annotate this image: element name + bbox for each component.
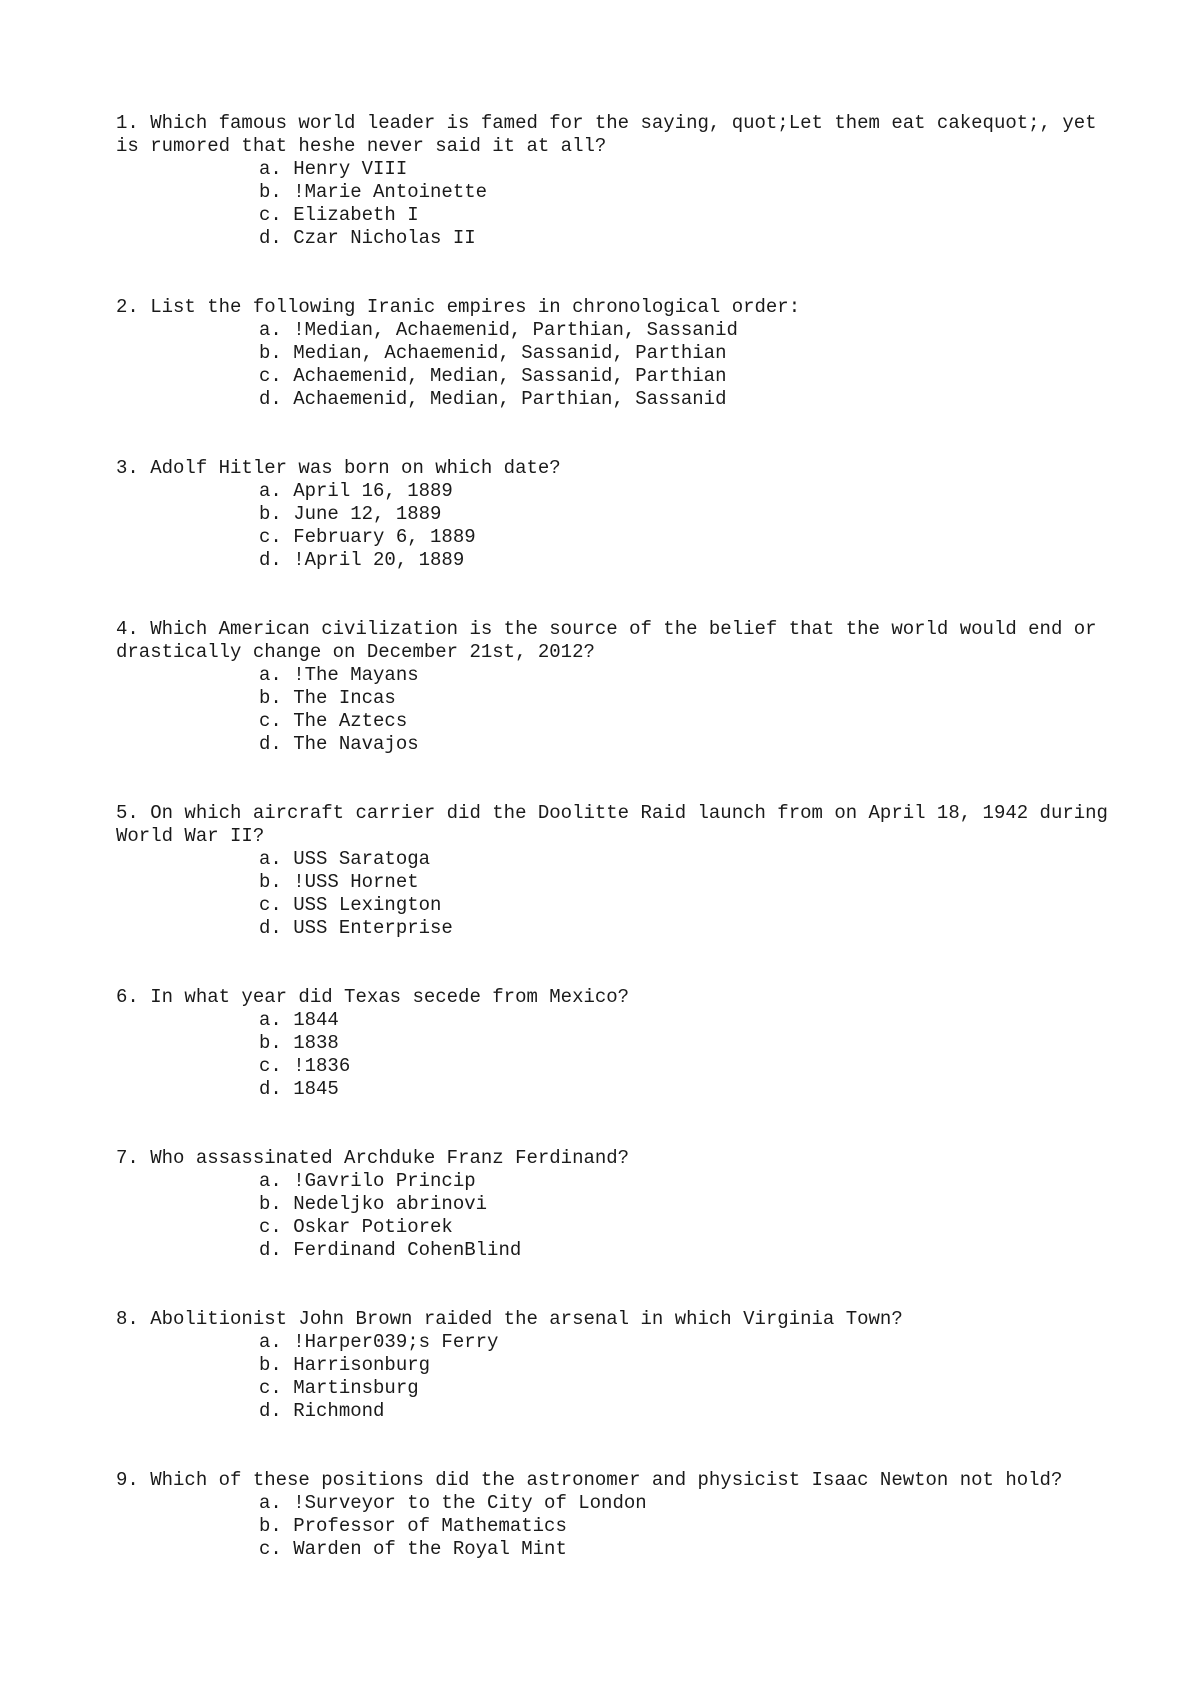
question-block <box>116 1308 1116 1423</box>
answer-options <box>116 319 1116 411</box>
answer-option: b. Professor of Mathematics <box>259 1515 567 1537</box>
answer-option: b. !Marie Antoinette <box>259 181 488 203</box>
question-text: 2. List the following Iranic empires in chronological order: <box>116 296 801 318</box>
answer-option: c. February 6, 1889 <box>259 526 476 548</box>
answer-option: c. !1836 <box>259 1055 351 1077</box>
answer-option: b. Harrisonburg <box>259 1354 431 1376</box>
answer-options <box>116 848 1116 940</box>
answer-option: d. Achaemenid, Median, Parthian, Sassanid <box>259 388 727 410</box>
question-block <box>116 1147 1116 1262</box>
answer-option: c. USS Lexington <box>259 894 442 916</box>
answer-option: b. Median, Achaemenid, Sassanid, Parthian <box>259 342 727 364</box>
answer-options <box>116 664 1116 756</box>
answer-options <box>116 1492 1116 1561</box>
question-block <box>116 986 1116 1101</box>
answer-options <box>116 480 1116 572</box>
answer-option: d. 1845 <box>259 1078 339 1100</box>
answer-option: d. Czar Nicholas II <box>259 227 476 249</box>
answer-option: c. The Aztecs <box>259 710 408 732</box>
answer-options <box>116 1331 1116 1423</box>
question-text: 7. Who assassinated Archduke Franz Ferdinand? <box>116 1147 630 1169</box>
answer-option: a. !Harper039;s Ferry <box>259 1331 499 1353</box>
question-block <box>116 1469 1116 1561</box>
answer-option: d. !April 20, 1889 <box>259 549 465 571</box>
answer-option: d. USS Enterprise <box>259 917 453 939</box>
answer-option: c. Martinsburg <box>259 1377 419 1399</box>
quiz-content <box>116 112 1120 1561</box>
question-block <box>116 802 1120 940</box>
answer-option: b. The Incas <box>259 687 396 709</box>
answer-option: d. Ferdinand CohenBlind <box>259 1239 522 1261</box>
answer-option: b. Nedeljko abrinovi <box>259 1193 488 1215</box>
answer-option: a. !Median, Achaemenid, Parthian, Sassanid <box>259 319 738 341</box>
answer-option: c. Achaemenid, Median, Sassanid, Parthian <box>259 365 727 387</box>
answer-option: c. Oskar Potiorek <box>259 1216 453 1238</box>
answer-option: a. !The Mayans <box>259 664 419 686</box>
question-text: 5. On which aircraft carrier did the Doolitte Raid launch from on April 18, 1942 during World War II? <box>116 802 1120 847</box>
answer-options <box>116 158 1116 250</box>
answer-option: d. Richmond <box>259 1400 385 1422</box>
answer-option: a. !Gavrilo Princip <box>259 1170 476 1192</box>
answer-option: b. June 12, 1889 <box>259 503 442 525</box>
question-text: 9. Which of these positions did the astronomer and physicist Isaac Newton not hold? <box>116 1469 1063 1491</box>
answer-option: a. !Surveyor to the City of London <box>259 1492 647 1514</box>
question-text: 1. Which famous world leader is famed for the saying, quot;Let them eat cakequot;, yet is rumored that heshe never said it at all? <box>116 112 1108 157</box>
answer-option: a. USS Saratoga <box>259 848 431 870</box>
answer-option: d. The Navajos <box>259 733 419 755</box>
answer-options <box>116 1170 1116 1262</box>
answer-option: b. 1838 <box>259 1032 339 1054</box>
answer-options <box>116 1009 1116 1101</box>
answer-option: a. Henry VIII <box>259 158 408 180</box>
question-block <box>116 296 1116 411</box>
question-block <box>116 457 1116 572</box>
answer-option: b. !USS Hornet <box>259 871 419 893</box>
question-block <box>116 112 1116 250</box>
question-text: 4. Which American civilization is the source of the belief that the world would end or drastically change on December 21st, 2012? <box>116 618 1108 663</box>
question-text: 6. In what year did Texas secede from Mexico? <box>116 986 630 1008</box>
answer-option: c. Warden of the Royal Mint <box>259 1538 567 1560</box>
answer-option: a. April 16, 1889 <box>259 480 453 502</box>
question-block <box>116 618 1116 756</box>
question-text: 8. Abolitionist John Brown raided the arsenal in which Virginia Town? <box>116 1308 903 1330</box>
answer-option: a. 1844 <box>259 1009 339 1031</box>
answer-option: c. Elizabeth I <box>259 204 419 226</box>
question-text: 3. Adolf Hitler was born on which date? <box>116 457 561 479</box>
